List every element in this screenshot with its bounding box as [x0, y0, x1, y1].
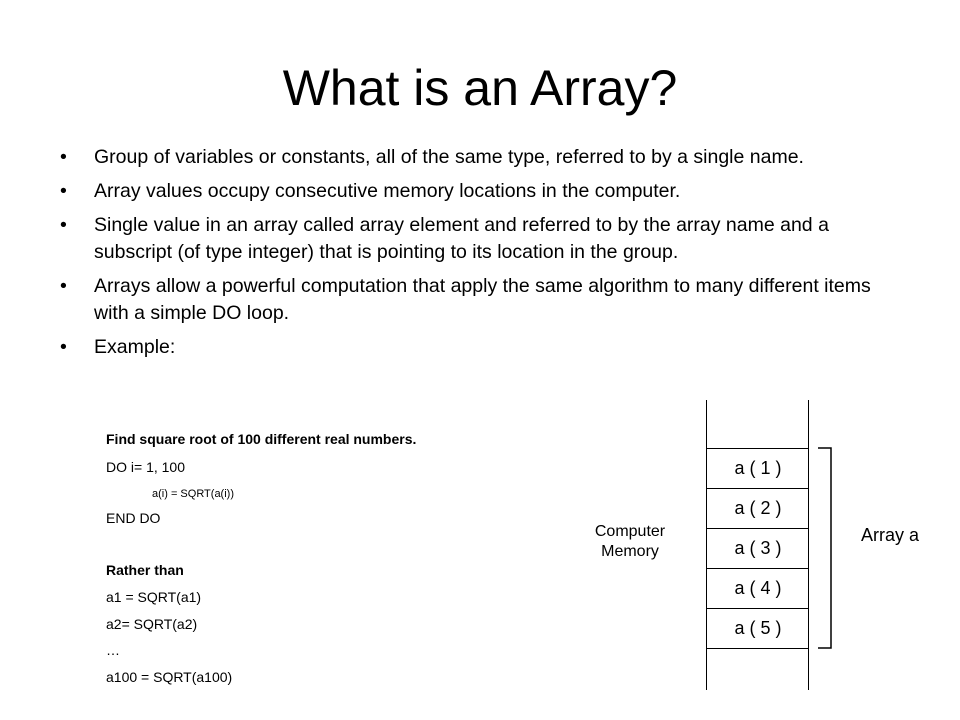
bullet-item — [60, 178, 910, 205]
code-line-a2: a2= SQRT(a2) — [106, 616, 198, 632]
memory-divider — [706, 488, 809, 489]
code-line-a1: a1 = SQRT(a1) — [106, 589, 202, 605]
code-loop-body: a(i) = SQRT(a(i)) — [152, 488, 234, 500]
example-heading: Find square root of 100 different real numbers. — [106, 431, 417, 447]
memory-divider — [706, 528, 809, 529]
computer-memory-line1: Computer — [594, 523, 666, 540]
bullet-marker: • — [60, 336, 67, 358]
bullet-marker: • — [60, 146, 67, 168]
memory-cell-label: a ( 3 ) — [734, 538, 782, 558]
bullet-marker: • — [60, 214, 67, 236]
memory-cell-label: a ( 1 ) — [734, 458, 782, 478]
array-a-label: Array a — [860, 525, 920, 545]
code-loop-end: END DO — [106, 510, 161, 526]
bullet-text: Example: — [94, 336, 176, 358]
bullet-list — [60, 144, 910, 368]
memory-cell-label: a ( 4 ) — [734, 578, 782, 598]
code-line-a100: a100 = SQRT(a100) — [106, 669, 233, 685]
slide-title: What is an Array? — [282, 60, 678, 116]
bullet-text: Array values occupy consecutive memory locations in the computer. — [94, 180, 681, 202]
bullet-item — [60, 212, 910, 266]
computer-memory-label — [572, 522, 688, 562]
bullet-item — [60, 273, 910, 327]
memory-divider — [706, 448, 809, 449]
memory-cell-label: a ( 5 ) — [734, 618, 782, 638]
bullet-text: Single value in an array called array element and referred to by the array name and a subscript (of type integer) that is pointing to its location in the group. — [94, 214, 829, 263]
bullet-text: Arrays allow a powerful computation that apply the same algorithm to many different items with a simple DO loop. — [94, 275, 871, 324]
memory-cell-label: a ( 2 ) — [734, 498, 782, 518]
rather-than-label: Rather than — [106, 562, 184, 578]
bullet-marker: • — [60, 180, 67, 202]
code-loop-start: DO i= 1, 100 — [106, 459, 185, 475]
bullet-marker: • — [60, 275, 67, 297]
code-ellipsis: … — [106, 642, 120, 658]
memory-divider — [706, 648, 809, 649]
array-bracket — [815, 445, 839, 651]
bullet-item — [60, 144, 910, 171]
bullet-text: Group of variables or constants, all of the same type, referred to by a single name. — [94, 146, 804, 168]
computer-memory-line2: Memory — [601, 543, 659, 560]
memory-divider — [706, 568, 809, 569]
bullet-item — [60, 334, 910, 361]
memory-divider — [706, 608, 809, 609]
